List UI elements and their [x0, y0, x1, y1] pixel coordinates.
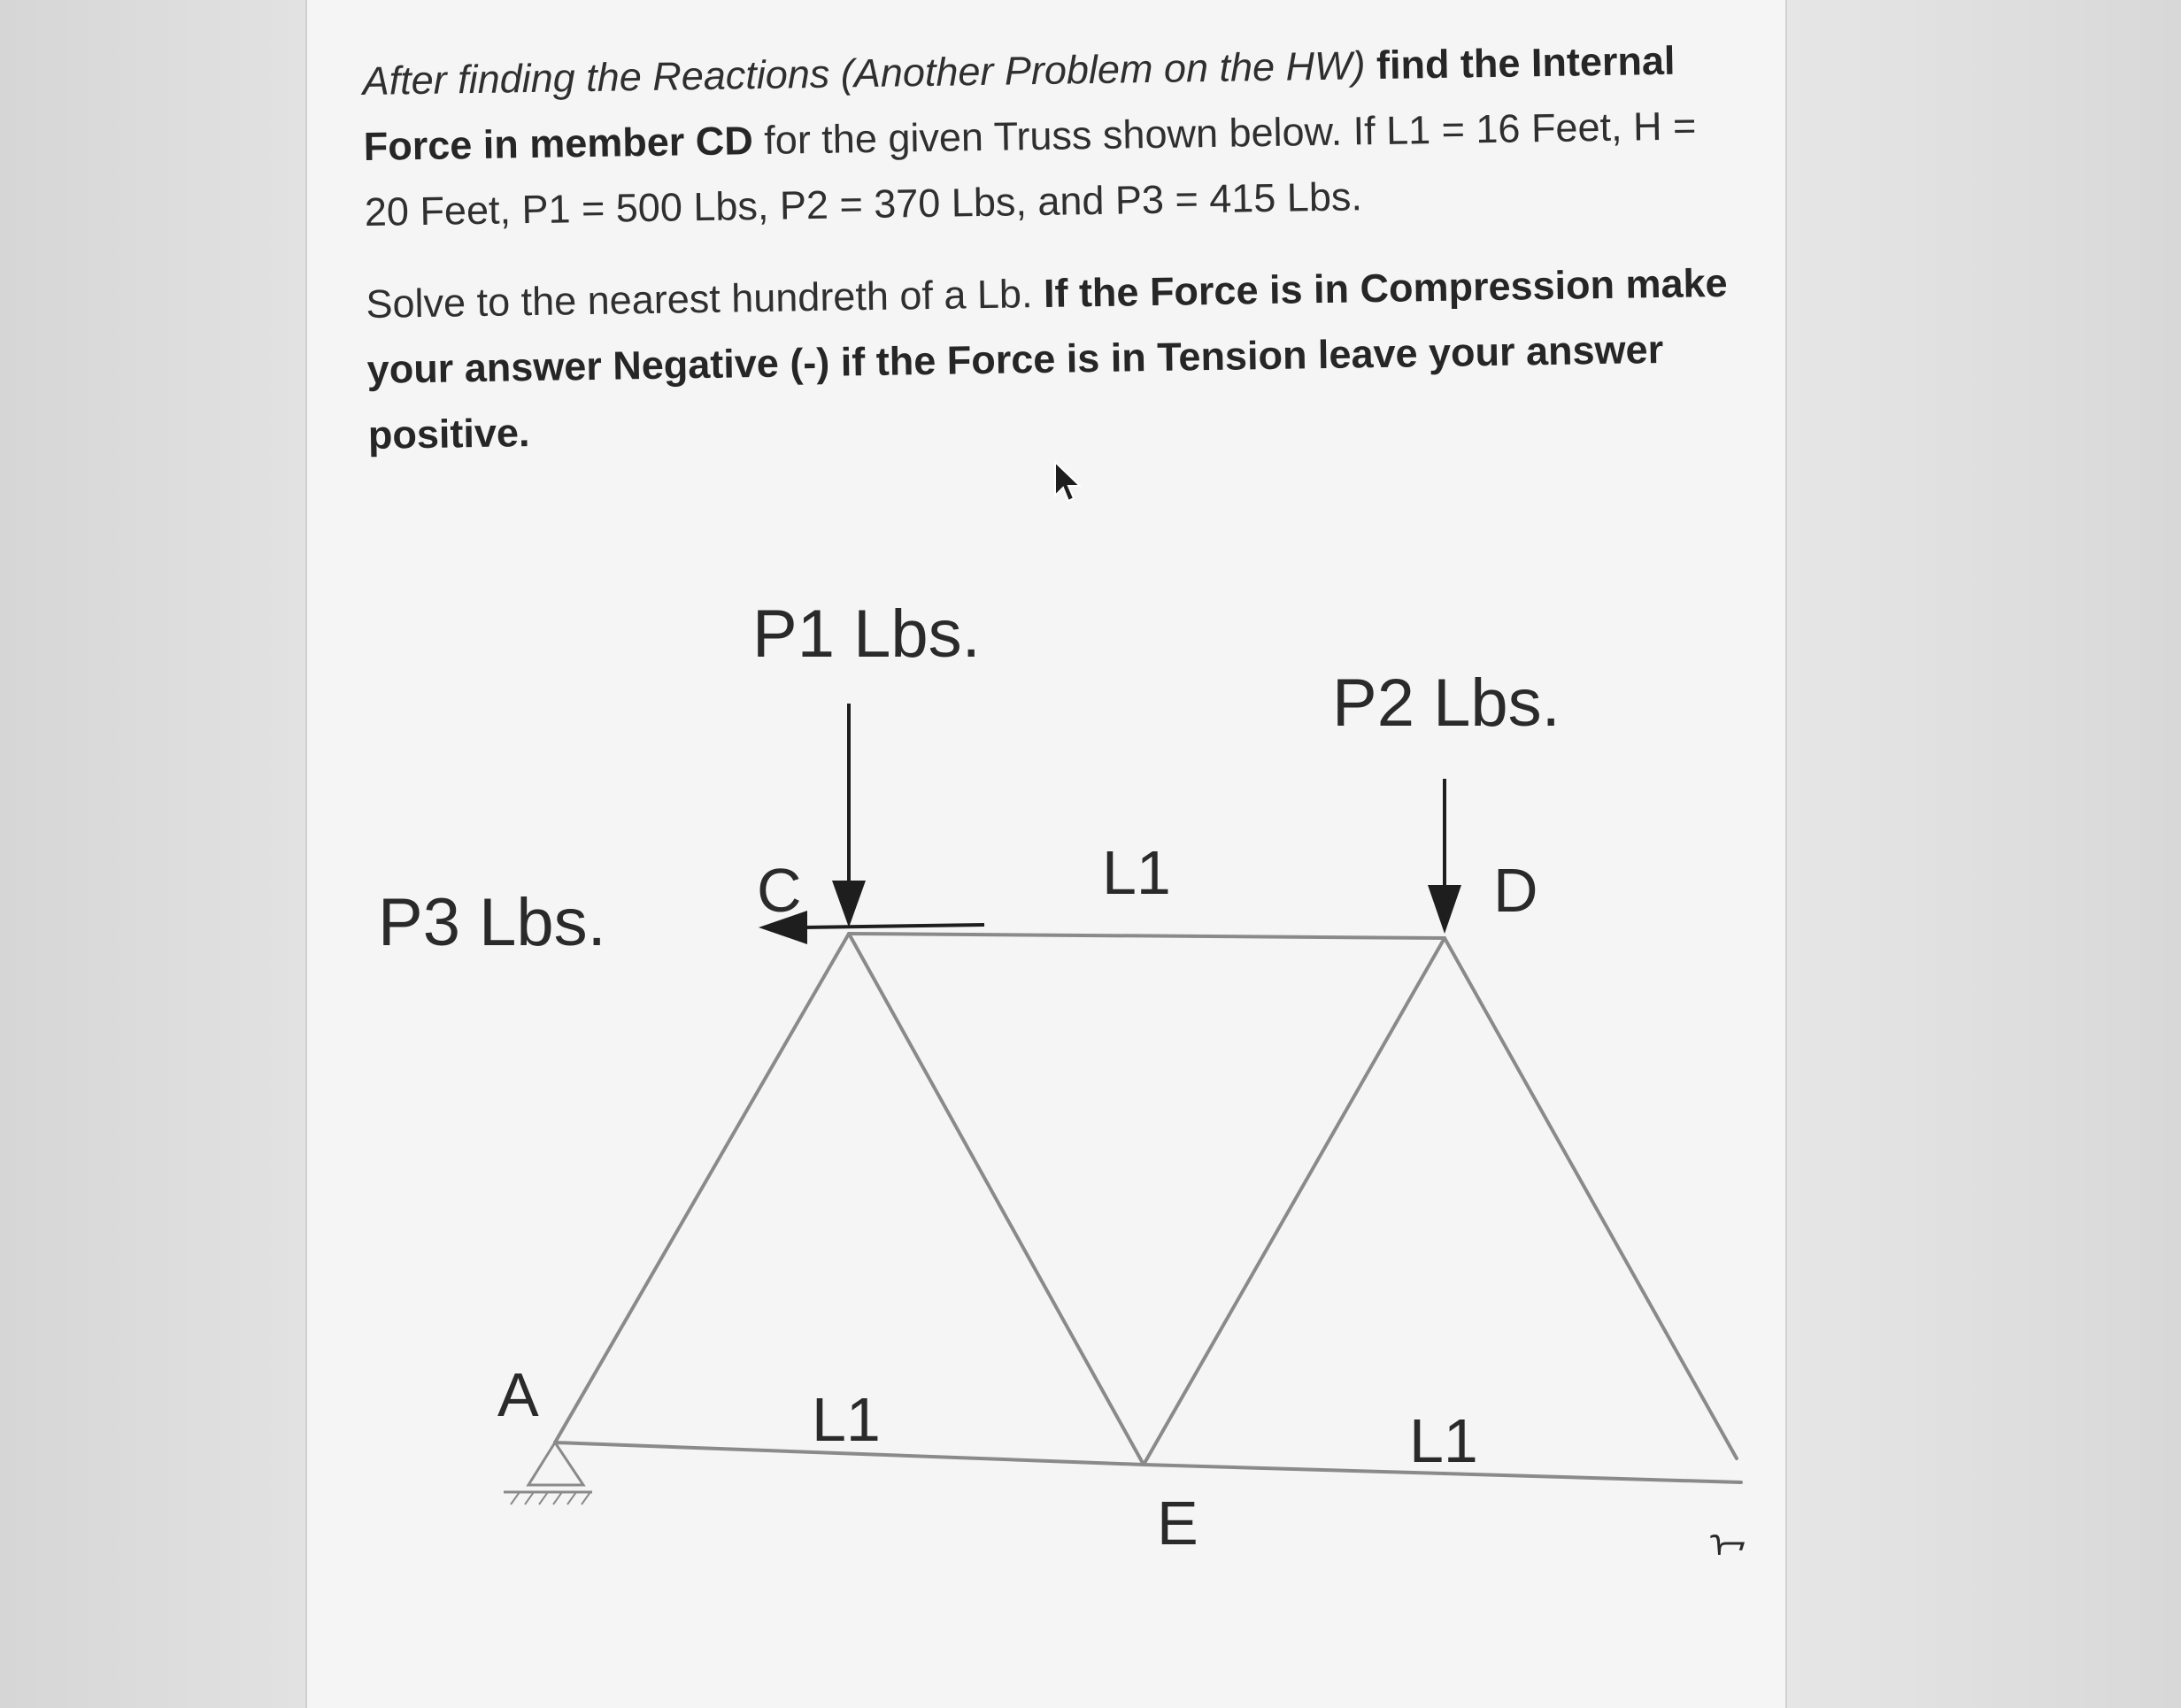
member-ed [1144, 938, 1445, 1465]
load-arrow-p1-icon [832, 704, 866, 927]
sign-convention-instruction: If the Force is in Compression make your answer Negative (-) if the Force is in Tension leave your answer positive. [366, 259, 1728, 458]
load-label-p3: P3 Lbs. [378, 885, 606, 960]
node-label-a: A [497, 1360, 539, 1429]
truss-diagram [307, 0, 1785, 1708]
question-intro: After finding the Reactions (Another Problem on the HW) [362, 42, 1366, 104]
load-arrow-p2-icon [1428, 779, 1461, 934]
load-label-p1: P1 Lbs. [752, 596, 981, 672]
member-d-right [1445, 938, 1737, 1458]
stray-mark: ᢇ [1710, 1527, 1746, 1566]
member-ce [849, 934, 1144, 1465]
member-cd [849, 934, 1445, 938]
node-label-d: D [1493, 856, 1538, 925]
monitor-bezel-left [0, 0, 305, 1708]
member-ac [555, 934, 849, 1443]
span-label-bottom-left: L1 [812, 1385, 881, 1454]
question-page [305, 0, 1787, 1708]
question-given-values: for the given Truss shown below. If L1 = 16 Feet, H = 20 Feet, P1 = 500 Lbs, P2 = 370 Lbs, and P3 = 415 Lbs. [364, 103, 1697, 235]
monitor-background-right [1784, 0, 2181, 1708]
node-label-c: C [757, 856, 802, 925]
span-label-top: L1 [1102, 838, 1171, 907]
span-label-bottom-right: L1 [1409, 1406, 1478, 1475]
question-target: find the Internal Force in member CD [363, 37, 1676, 169]
node-label-e: E [1157, 1489, 1198, 1558]
precision-instruction: Solve to the nearest hundreth of a Lb. [366, 270, 1044, 327]
pin-support-icon [504, 1443, 592, 1504]
load-label-p2: P2 Lbs. [1332, 666, 1561, 741]
